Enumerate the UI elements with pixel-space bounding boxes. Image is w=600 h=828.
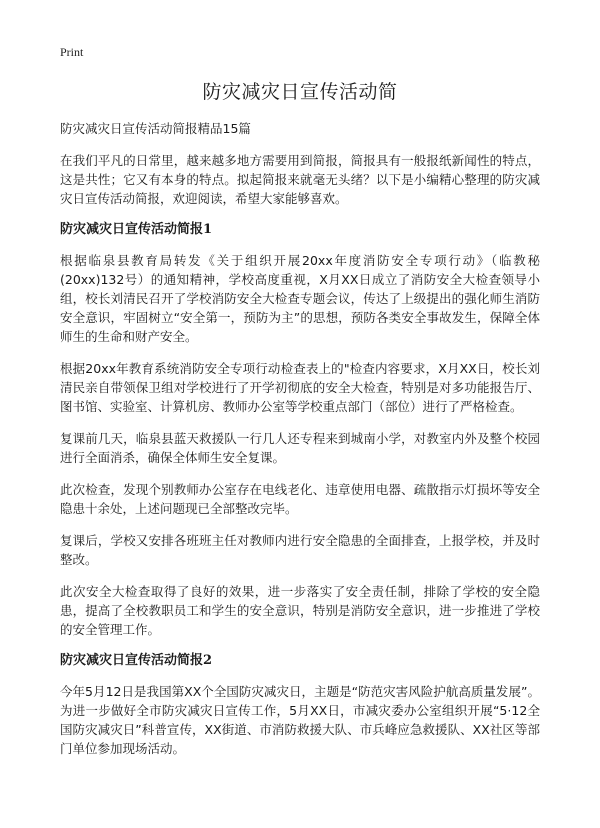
section-1-paragraph-6: 此次安全大检查取得了良好的效果，进一步落实了安全责任制，排除了学校的安全隐患，提高了全校教职员工和学生的安全意识，特别是消防安全意识，进一步推进了学校的安全管理工作。 [60, 584, 540, 637]
section-1-paragraph-2: 根据20xx年教育系统消防安全专项行动检查表上的"检查内容要求，X月XX日，校长刘清民亲自带领保卫组对学校进行了开学初彻底的安全大检查，特别是对多功能报告厅、图书馆、实验室、计算机房、教师办公室等学校重点部门（部位）进行了严格检查。 [60, 361, 540, 414]
section-heading-2: 防灾减灾日宣传活动简报2 [60, 653, 213, 668]
section-heading-1: 防灾减灾日宣传活动简报1 [60, 222, 213, 237]
section-2-paragraph-1: 今年5月12日是我国第XX个全国防灾减灾日，主题是“防范灾害风险护航高质量发展”。为进一步做好全市防灾减灾日宣传工作，5月XX日，市减灾委办公室组织开展“5·12全国防灾减灾日”科普宣传，XX街道、市消防救援大队、市兵峰应急救援队、XX社区等部门单位参加现场活动。 [60, 684, 540, 756]
section-1-paragraph-4: 此次检查，发现个别教师办公室存在电线老化、违章使用电器、疏散指示灯损坏等安全隐患十余处，上述问题现已全部整改完毕。 [60, 482, 540, 516]
document-subtitle: 防灾减灾日宣传活动简报精品15篇 [60, 121, 251, 136]
document-title: 防灾减灾日宣传活动简 [202, 81, 398, 103]
section-1-paragraph-1: 根据临泉县教育局转发《关于组织开展20xx年度消防安全专项行动》（临教秘(20xx)132号）的通知精神，学校高度重视，X月XX日成立了消防安全大检查领导小组，校长刘清民召开了学校消防安全大检查专题会议，传达了上级提出的强化师生消防安全意识，牢固树立“安全第一，预防为主”的思想，预防各类安全事故发生，保障全体师生的生命和财产安全。 [60, 253, 540, 344]
section-1-paragraph-5: 复课后，学校又安排各班班主任对教师内进行安全隐患的全面排查，上报学校，并及时整改。 [60, 533, 540, 567]
intro-paragraph: 在我们平凡的日常里，越来越多地方需要用到简报，简报具有一般报纸新闻性的特点，这是共性；它又有本身的特点。拟起简报来就毫无头绪？以下是小编精心整理的防灾减灾日宣传活动简报，欢迎阅读，希望大家能够喜欢。 [60, 153, 540, 206]
section-1-paragraph-3: 复课前几天，临泉县蓝天救援队一行几人还专程来到城南小学，对教室内外及整个校园进行全面消杀，确保全体师生安全复课。 [60, 431, 540, 465]
print-link[interactable]: Print [60, 45, 84, 59]
